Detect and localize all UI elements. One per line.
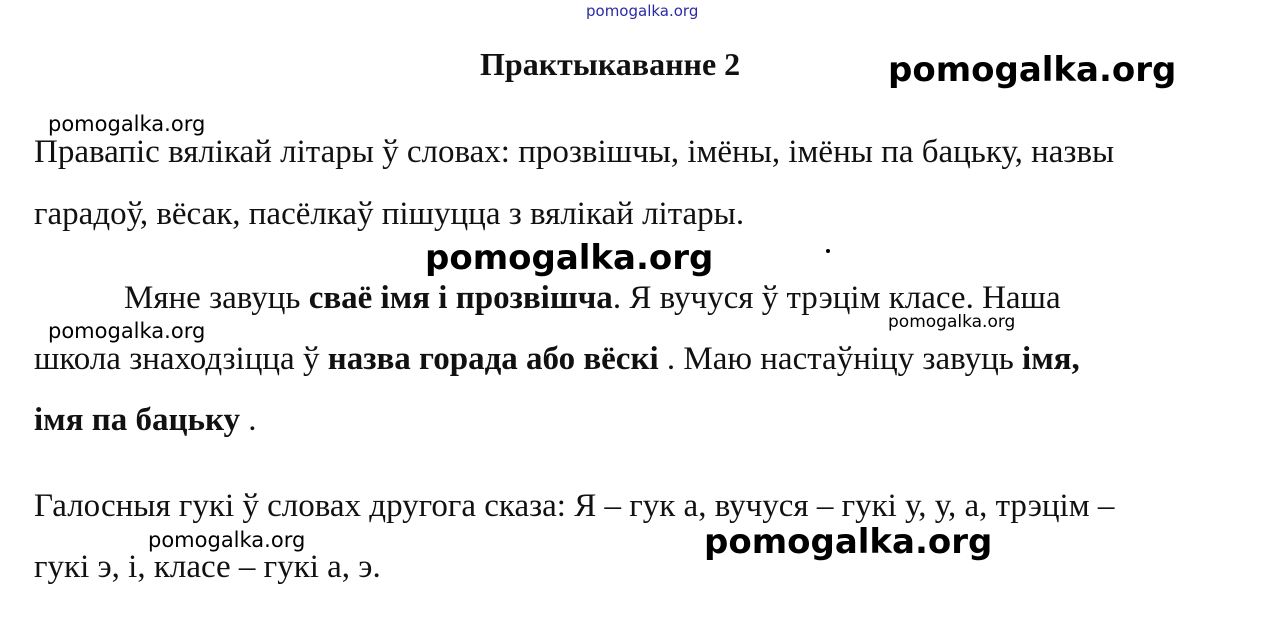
text-segment: . [240, 402, 257, 438]
watermark-bottom-right: pomogalka.org [704, 522, 993, 562]
paragraph3-line1: Галосныя гукі ў словах другога сказа: Я – гук а, вучуся – гукі у, у, а, трэцім – [34, 488, 1115, 524]
paragraph3-line2: гукі э, і, класе – гукі а, э. [34, 549, 381, 585]
text-segment: . Я вучуся ў трэцім класе. Наша [612, 280, 1061, 316]
placeholder-patronymic: імя па бацьку [34, 402, 241, 438]
watermark-top-right: pomogalka.org [888, 50, 1177, 90]
watermark-left-3: pomogalka.org [148, 528, 306, 552]
watermark-left-1: pomogalka.org [48, 112, 206, 136]
watermark-right-small: pomogalka.org [888, 312, 1016, 332]
text-segment: Мяне завуць [124, 280, 309, 316]
text-segment: школа знаходзіцца ў [34, 341, 328, 377]
placeholder-town: назва горада або вёскі [327, 341, 659, 377]
paragraph2-line3 [34, 400, 257, 440]
paragraph2-line2 [34, 339, 1080, 379]
paragraph1-line2: гарадоў, вёсак, пасёлкаў пішуцца з вялікай літары. [34, 196, 745, 232]
watermark-left-2: pomogalka.org [48, 319, 206, 343]
stray-dot [826, 249, 830, 253]
paragraph2-line1 [124, 278, 1061, 318]
watermark-center: pomogalka.org [425, 238, 714, 278]
page-title: Практыкаванне 2 [480, 46, 741, 82]
watermark-top: pomogalka.org [586, 2, 699, 20]
paragraph1-line1: Правапіс вялікай літары ў словах: прозвішчы, імёны, імёны па бацьку, назвы [34, 134, 1115, 170]
text-segment: . Маю настаўніцу завуць [658, 341, 1023, 377]
placeholder-name-surname: сваё імя і прозвішча [308, 280, 613, 316]
placeholder-teacher-name: імя, [1022, 341, 1080, 377]
